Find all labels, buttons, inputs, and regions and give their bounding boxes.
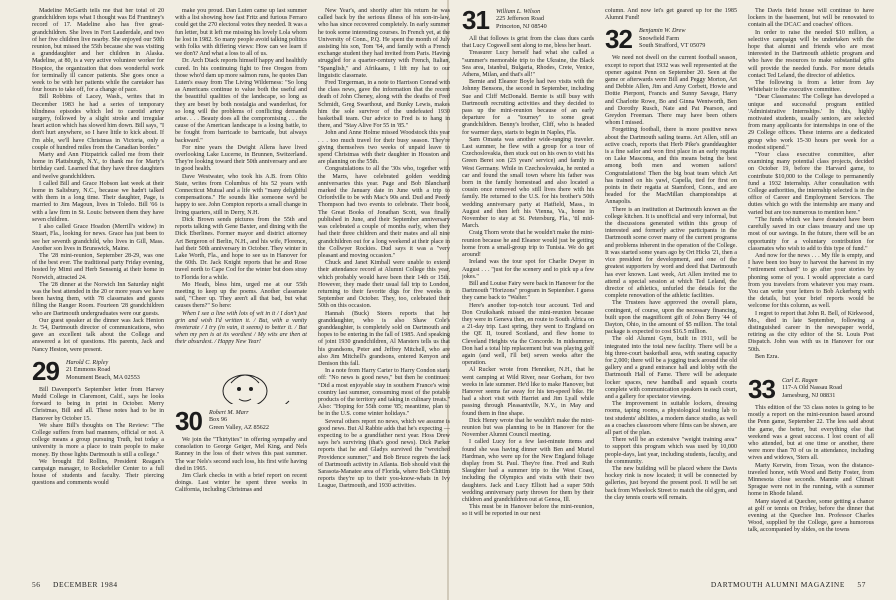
paragraph: "The funds which we have donated have been carefully saved in our class treasury and use up most of our savings. In the future, there will be an opportunity for a voluntary contribution for classmates who wish to add to this type of fund."	[748, 216, 874, 252]
class-secretary-address	[66, 359, 140, 381]
secretary-name: Harold C. Ripley	[66, 358, 109, 366]
secretary-city: Princeton, NJ 08540	[496, 22, 547, 30]
paragraph: Here's another top-notch tour account. Ted and Don Cruikshank missed the mini-reunion because they were in Geneva then, en route to South Africa on a 21-day trip. Last spring, they went to England on the QE II, toured Scotland, and flew home to Cleveland Heights via the Concorde. In midsummer, Don had a total hip replacement but was playing golf again (and well, I'll bet) seven weeks after the operation.	[462, 302, 594, 367]
secretary-city: Monument Beach, MA 02553	[66, 373, 140, 381]
paragraph: We join the "Thirtyites" in offering sympathy and consolation to George Geiger, Mel King, and Nels Ranney in the loss of their wives this past summer. The war Nels's second such loss, his first wife having died in 1965.	[175, 437, 307, 472]
paragraph: Congratulations to all the '30s who, together with the Marrs, have celebrated golden wedding anniversaries this year. Page and Bob Blanchard marked the January date in June with a trip to Orfordville to be with Mac's 90s and. Dud and Peedy Thompson had two events to celebrate. Their book, The Great Books of Jonathan Scott, was finally published in June, and their September anniversary was celebrated a couple of months early, when they had their three children and their mates and all nine grandchildren out for a long weekend at their place in the Collwyer Rockies. Dud says it was a "very pleasant and moving occasion."	[318, 166, 450, 259]
page-number: 57	[857, 580, 866, 589]
class-number: 30	[175, 406, 202, 436]
class-33-section	[748, 372, 874, 566]
left-page-footer	[32, 580, 118, 590]
secretary-name: Carl E. Ragen	[782, 377, 818, 384]
paragraph: I called Lucy for a few last-minute items and found she was having dinner with Ben and Muriel Hardman, who were up for the New England foliage display from St. Paul. They're fine. Fred and Ruth Slaughter had a summer trip to the West Coast, including the Olympics and visits with their two daughters. Jack and Lucy Elliott had a super 50th wedding anniversary party thrown for them by their children and grandchildren out at Genoa, Ill.	[462, 439, 594, 503]
paragraph: Chuck and Janet Kimball were unable to extend their attendance record at Alumni College this year, which probably would have been their 14th or 15th. However, they made their usual fall trip to London, returning to their favorite digs for five weeks in September and October. They, too, celebrated their 50th on this occasion.	[318, 260, 450, 310]
secretary-street: Snowfield Farm	[639, 34, 680, 42]
right-column-a	[462, 8, 594, 566]
secretary-city: South Strafford, VT 05079	[639, 42, 706, 50]
class-number: 33	[748, 374, 775, 404]
paragraph: Craig Thorn wrote that he wouldn't make the mini-reunion because he and Eleanor would just be getting home from a small-group trip to Tunisia. We do get around!	[462, 230, 594, 259]
paragraph: The following is from a letter from Jay Whitehair to the executive committee.	[748, 80, 874, 94]
paragraph: Bill Robbins of Lacey, Wash., writes that in December 1983 he had a series of temporary blindness episodes which led to carotid artery surgery, followed by a slight stroke and irregular heart action which has slowed him down. Bill says, "I don't hurt anywhere, so I have little to kick about. If I'm able, we'll have Christmas in Victoria, only a couple of hundred miles from the Canadian border."	[32, 94, 164, 151]
column-a-text	[32, 8, 164, 354]
paragraph: Al Rucker wrote from Henniker, N.H., that he went camping at Wild River, near Gorham, for two weeks in late summer. He'd like to make Hanover, but Hanover seems far away for his ten-speed bike. He had a short visit with Harriet and Jim Lyall while passing through Pleasantville, N.Y., in May and found them in fine shape.	[462, 367, 594, 417]
right-page-footer	[711, 580, 866, 590]
issue-date: DECEMBER 1984	[53, 580, 118, 589]
paragraph: I regret to report that John R. Bell, of Kirkwood, Mo., died in late September, following a distinguished career in the newspaper world, retiring as the city editor of the St. Louis Post Dispatch. John was with us in Hanover for our 50th.	[748, 310, 874, 353]
paragraph: This must be in Hanover before the mini-reunion, so it will be reported in our next	[462, 504, 594, 518]
class-heading-33	[748, 374, 874, 404]
secretary-street: 225 Jefferson Road	[496, 15, 545, 23]
secretary-street: 21 Emmons Road	[66, 366, 111, 374]
page-number: 56	[32, 580, 41, 589]
paragraph: The '28 mini-reunion, September 28-29, was one of the best ever. The traditional party Friday evening, hosted by Mimi and Herb Sensenig at their home in Norwich, attracted 24.	[32, 252, 164, 281]
paragraph: In a note from Harry Carter to Harry Condon starts off: "No news is good news," but then he continues: "Did a most enjoyable stay in southern France's wine country last summer, consuming most of the potable products of the territory and taking in culinary treats." Also: "Hoping for 55th come '85; meantime, plan to be in the U.S. come winter holidays."	[318, 368, 450, 418]
paragraph: Forgetting football, there is more positive news about the Dartmouth sailing teams. Art Allen, still an active coach, reports that Herb Pike's granddaughter is a fine sailor and won first place in an early regatta on Lake Mascoma, and this means being the best among both men and women sailors! Congratulations! Then the big boat team which Art has trained on his yawl, Capella, tied for first on points in their regatta at Stamford, Conn., and are headed for the MacMillan championships at Annapolis.	[605, 127, 737, 206]
paragraph: For nine years the Dwight Allens have lived overlooking Lake Lucerne, in Brunnen, Switzerland. They're looking toward their 50th anniversary and are in good health.	[175, 144, 307, 173]
paragraph: The Davis field house will continue to have lockers in the basement, but will be renovated to contain all the DCAC and coaches' offices.	[748, 8, 874, 29]
secretary-city: Green Valley, AZ 85622	[209, 423, 269, 431]
class-secretary-address	[639, 27, 705, 49]
secretary-name: William L. Wilson	[496, 8, 541, 15]
paragraph: New Year's, and shortly after his return he was called back by the serious illness of his son-in-law, who has since recovered completely. In early summer he took some interesting courses. In French yet, at the University of Conn., P.Q. He spent the month of July assisting his son, Tom '64, and family with a French exchange student they had invited from Paris. Having struggled for a quarter-century with French, Italian, "Spanglish," and Afrikaans, I lift my hat to our linguistic classmate.	[318, 8, 450, 79]
paragraph: Hannah (Buck) Steers reports that her granddaughter, who is also Shaw Cole's granddaughter, is completely sold on Dartmouth and hopes to be entering in the fall of 1985. And speaking of joint 1930 grandchildren, Al Marsters tells us that his grandsons, Peter and Jeffrey Mitchell, who are also Jim Mitchell's grandsons, entered Kenyon and Denison this fall.	[318, 310, 450, 367]
right-column-b	[605, 8, 737, 566]
paragraph: Mo Heath, bless him, urged me at our 55th meeting to keep up the poems. Another classmate said, "Cheer up. They aren't all that bad, but what causes them?" So here:	[175, 281, 307, 310]
paragraph: Dr. Arch Diack reports himself happy and healthily cured. In his continuing fight to free Oregon from those who'd dam up more salmon runs, he quotes Dan Luten's essay from The Living Wilderness: "So long as Americans continue to value both the useful and the beautiful qualities of the landscape, so long as they are beset by both nostalgia and wanderlust, for so long will the problems of conflicting demands arise. . . . Beauty does all the compromising . . . the cause of the American landscape is a losing battle, to be fought from barricade to barricade, but always backward."	[175, 58, 307, 144]
class-secretary-address	[209, 409, 269, 431]
paragraph: Bill and Louise Fairy were back in Hanover for the Dartmouth "Horizons" program in September. I guess they came back to "Walter."	[462, 280, 594, 302]
signature: Ben Ezra.	[755, 353, 780, 360]
paragraph: Madeline McGarth tells me that her total of 20 grandchildren tops what I thought was Ed Franttney's record of 17. Madeline also has five great-grandchildren. She lives in Fort Lauderdale, and two of her five children live nearby. She enjoyed our 50th reunion, but missed the 55th because she was visiting a granddaughter and her children in Alaska. Madeline, at 80, is a very active volunteer worker for Hospice, the organization that does wonderful work for terminally ill cancer patients. She goes once a week to be with her patients while the caretaker has four hours to take off, for a change of pace.	[32, 8, 164, 94]
paragraph: make you proud. Dan Luten came up last summer with a list showing how fast Fritz and furious Ferraro could get the 270 electoral votes they needed. It was a fun letter, but it left me missing his lovely Lola whom he lost in 1982. So many people avoid talking politics with folks with differing views: How can we learn if we don't? And what a loss to all of us.	[175, 8, 307, 58]
paragraph: Dave Westwater, who took his A.B. from Ohio State, writes from Columbus of his 52 years with Connecticut Mutual and a life with "many delightful compensations." He sounds like someone we'd be happy to see. John Compton reports a small change in living quarters, still in Derry, N.H.	[175, 173, 307, 216]
paragraph: And now for the news . . . My file is empty, and I have been too busy to harvest the harvest in my "retirement orchard" to go after your stories by phoning some of you. I would appreciate a card from you travelers from whatever you may roam. You can write your letters to Bob Ackerberg with the details, but your brief reports would be welcome for this column, as well.	[748, 252, 874, 310]
paragraph: "Dear Classmates: The College has developed a unique and successful program entitled 'Administrative Internships.' In this, highly motivated students, usually seniors, are selected from many applicants for internships in one of the 29 College offices. These interns are a dedicated group who work 15-30 hours per week for a modest stipend."	[748, 94, 874, 151]
secretary-city: Jamesburg, NJ 08831	[782, 391, 836, 399]
paragraph: The improvement in suitable lockers, dressing rooms, taping rooms, a physiological testing lab to test students' abilities, a modern dance studio, as well as a coaches classroom where films can be shown, are all part of the plan.	[605, 401, 737, 436]
class-number: 29	[32, 355, 59, 386]
paragraph: I also called Grace Hoadon (Merrill's widow) in Stuart, Fla., looking for news. Grace has just been to see her seventh grandchild, who lives in Gill, Mass. Another son lives in Brunswick, Maine.	[32, 224, 164, 252]
paragraph: The '28 dinner at the Norwich Inn Saturday night was the best attended in the 20 or more years we have been having them, with 78 classmates and guests filling the Ranger Room. Fourteen '28 grandchildren who are Dartmouth undergraduates were our guests.	[32, 281, 164, 317]
class-30-section	[175, 404, 307, 566]
paragraph: We brought Ed Rollins, President Reagan's campaign manager, to Rockefeller Center to a full house of students and faculty. Their piercing questions and comments would	[32, 458, 164, 487]
left-column-a	[32, 8, 164, 566]
paragraph: There is an institution at Dartmouth known as the college kitchen. It is unofficial and very informal, but the discussions generated within this group of interested and formerly active participants in the Dartmouth scene cover many of the current programs and problems inherent in the operation of the College. It was started some years ago by Ort Hicks '21, then a vice president for development, and one of the greatest supporters by word and deed that Dartmouth has ever known. Last week, Art Allen invited me to attend a special session at which Ted Leland, the director of athletics, unfurled the details for the complete renovation of the athletic facilities.	[605, 206, 737, 300]
secretary-name: Benjamin W. Drew	[639, 27, 686, 35]
paragraph: Our guest speaker at the dinner was Jack Henion Jr. '54, Dartmouth director of communications, who gave an excellent talk about the College and answered a lot of questions. His parents, Jack and Nancy Heston, were present.	[32, 317, 164, 353]
class-heading-30	[175, 406, 307, 436]
magazine-name: DARTMOUTH ALUMNI MAGAZINE	[710, 580, 845, 589]
paragraph: Ireland was the tour spot for Charlie Dwyer in August . . . "just for the scenery and to pick up a few jokes."	[462, 259, 594, 280]
paragraph: Marty and Ann Fitzpatrick called me from their home in Plattsburgh, N.Y., to thank me for Marty's birthday card. Learned that they have three daughters and twelve grandchildren.	[32, 152, 164, 180]
paragraph: The new building will be placed where the Davis hockey rink is now located; it will be connected by galleries, just beyond the present pool. It will be set back from Wheelock Street to match the old gym, and the clay tennis courts will remain.	[605, 465, 737, 501]
class-number: 31	[462, 8, 489, 35]
class-heading-31	[462, 8, 594, 35]
paragraph: "Your class executive committee, after examining many potential class projects, decided on October 19, before the Harvard game, to contribute $10,000 to the College to permanently fund a 1932 Internship. After consultation with College authorities, the internship selected is in the office of Career and Employment Services. The duties which go with the internship are many and varied but are too numerous to mention here."	[748, 152, 874, 216]
class-heading-29	[32, 355, 164, 386]
class-secretary-address	[496, 8, 547, 30]
paragraph: All that follows is grist from the class dues cards that Lucy Cogswell sent along to me, bless her heart.	[462, 36, 594, 50]
paragraph: Marty Kerwin, from Texas, won the distance-traveled honor, with Wood and Betty Foster, from Minnesota close seconds. Mannie and Chinait Sprague were not in the running, with a summer home in Rhode Island.	[748, 462, 874, 498]
paragraph: The old Alumni Gym, built in 1911, will be integrated into the total new facility. There will be a big three-court basketball area, with seating capacity for 2,000; there will be a jogging track around the old gallery and a grand entrance hall and lobby with the Dartmouth Hall of Fame. There will be adequate locker spaces, new handball and squash courts complete with communication speakers in each court, and a gallery for spectator viewing.	[605, 336, 737, 400]
paragraph: John and Anne Holme missed Woodstock this year . . . too much travel for their busy season. They're giving themselves two weeks of unpaid leave to spend Christmas with their daughter in Houston and are planning on the 55th.	[318, 130, 450, 166]
paragraph: In order to raise the needed $10 million, a selective campaign will be undertaken with the hope that alumni and friends who are most interested in the Dartmouth athletic program and who have the resources to make substantial gifts will provide the needed funds. For more details contact Ted Leland, the director of athletics.	[748, 29, 874, 79]
paragraph: Jim Clark checks in with a brief report on recent doings. Last winter he spent three weeks in California, including Christmas and	[175, 473, 307, 494]
paragraph: Fred Torgerman, in a note to Harrison Conrad with the class news, gave the information that the recent death of John Cheney, along with the deaths of Fred Schmidt, Greg Swarthout, and Bunky Lewis, makes him the sole survivor of the undefeated 1930 basketball team. Our advice to Fred is to hang in there, and "Stay Alive For 55 in '85."	[318, 80, 450, 130]
paragraph: We need not dwell on the current football season, except to report that 1932 was well represented at the opener against Penn on September 20. Seen at the game or afterwards were Bill and Peggy Morton, Art and Debbie Allen, Jim and Amy Corbett, Howie and Dottie Pierpont, Francis and Sunny Savage, Harry and Charlotte Rowe, Bo and Ginna Wentworth, Ben and Dorothy Rusch, Nate and Pat Pearson, and Greydon Freeman. There may have been others whom I missed.	[605, 55, 737, 127]
paragraph: Several others report no news, which we assume is good news. But Al Rabbie adds that he's expecting — expecting to be a grandfather next year. Hoss Drew says he's surviving (that's good news). Dick Parker reports that he and Gladys survived the "wretched Providence summer," and Bob Bruce regrets the lack of Dartmouth activity in Atlanta. Bob should visit the Sarasota-Manatee area of Florida, where Bob Chittim reports they're up to their you-know-whats in Ivy League, Dartmouth, and 1930 activities.	[318, 418, 450, 490]
class-number: 32	[605, 24, 632, 55]
poem: When I see a line with lots of wit in it / I don't just grin and wish I'd written it. / But, with a vanity inveterate / I try (in vain, it seems) to better it. / But when my pen is at its wordiest / My wits are then at their absurdest. / Happy New Year!	[175, 310, 307, 346]
paragraph: Many stayed at Quechee, some getting a chance at golf or tennis on Friday, before the dinner that evening at the Quechee Inn. Professor Charles Wood, supplied by the College, gave a humorous talk, accompanied by slides, on the towns	[748, 498, 874, 534]
paragraph: I called Bill and Grace Hobson last week at their home in Salisbury, N.C., because we hadn't talked with them in a long time. Their daughter, Page, is married to Jim Magoun, lives in Toledo. Bill '66 is with a law firm in St. Louis: between them they have seven children.	[32, 180, 164, 223]
secretary-name: Robert M. Marr	[209, 409, 249, 416]
paragraph: Bill Davenport's September letter from Harvey Mudd College in Claremont, Calif., says he looks forward to being in print in October. Merry Christmas, Bill and all. These notes had to be in Hanover by October 15.	[32, 386, 164, 422]
paragraph: Bernie and Eleanor Boyle had two visits with the Johnny Bensons, the second in September, including Sue and Cliff McDonald. Bernie is still busy with Dartmouth recruiting activities and they decided to pass up the mini-reunion because of an early departure for a "tourney" to some great grandchildren. Benny's brother, Cliff, who is headed for warmer days, starts to begin in Naples, Fla.	[462, 79, 594, 136]
left-column-c	[318, 8, 450, 566]
class-secretary-address	[782, 377, 842, 399]
secretary-street: Box 96	[209, 416, 228, 424]
paragraph: column. And now let's get geared up for the 1985 Alumni Fund!	[605, 8, 737, 22]
paragraph: Dick Brown sends pictures from the 55th and reports talking with Gene Baxter, and dining with the Dick Eberlines. Former mayor and district attorney Art Bergeron of Berlin, N.H., and his wife, Florence, had their 50th anniversary in October. They winter in Lake Worth, Fla., and hope to see us in Hanover for the 60th. Dr. Jack Knight reports that he and Rose travel north to Cape Cod for the winter but does stray to Florida for a while.	[175, 216, 307, 281]
paragraph: Treasurer Lucy herself had what she called a "summer's memorable trip to the Ukraine, the Black Sea area, Istanbul, Bulgaria, Rhodes, Crete, Venice, Athens, Milan, and that's all!"	[462, 50, 594, 79]
paragraph: There will be an extensive "weight training area" to support this program which was used by 10,000 people-days, last year, including students, faculty, and the community.	[605, 437, 737, 465]
paragraph: Sam Omasta was another wide-ranging traveler. Last summer, he flew with a group for a tour of Czechoslovakia, then stuck out on his own to visit his Green Beret son (23 years' service) and family in West Germany. While in Czechoslovakia, he rented a car and found the small town where his father was born in the family homestead and also located a cousin once removed who still lives there with his family. He returned to the U.S. for his brother's 50th wedding anniversary party at Hatfield, Mass., in August and then left his Vienna, Va., home in November to stay at St. Petersburg, Fla., 'til mid-March.	[462, 136, 594, 230]
paragraph: The Trustees have approved the overall plans, contingent, of course, upon the necessary financing, built upon the magnificent gift of John Berry '44 of Dayton, Ohio, in the amount of $5 million. The total package is expected to cost $16.5 million.	[605, 300, 737, 336]
paragraph: Dick Henry wrote that he wouldn't make the mini-reunion but was planning to be in Hanover for the November Alumni Council meeting.	[462, 417, 594, 439]
class-heading-32	[605, 24, 737, 55]
paragraph: We share Bill's thoughts on The Review: "The College suffers from bad manners, official or not. A college means a group pursuing Truth, but today a university is more a place to train people to make money. By those lights Dartmouth is still a college."	[32, 422, 164, 458]
secretary-street: 117-A Old Nassau Road	[782, 384, 843, 392]
paragraph: This edition of the '33 class notes is going to be mostly a report on the mini-reunion based around the Penn game, September 22. The less said about the game, the better, but everything else that weekend was a great success. I lost count of all who attended, but at one time or another, there were more than 70 of us in attendance, including wives and widows, 'Sters all.	[748, 405, 874, 462]
